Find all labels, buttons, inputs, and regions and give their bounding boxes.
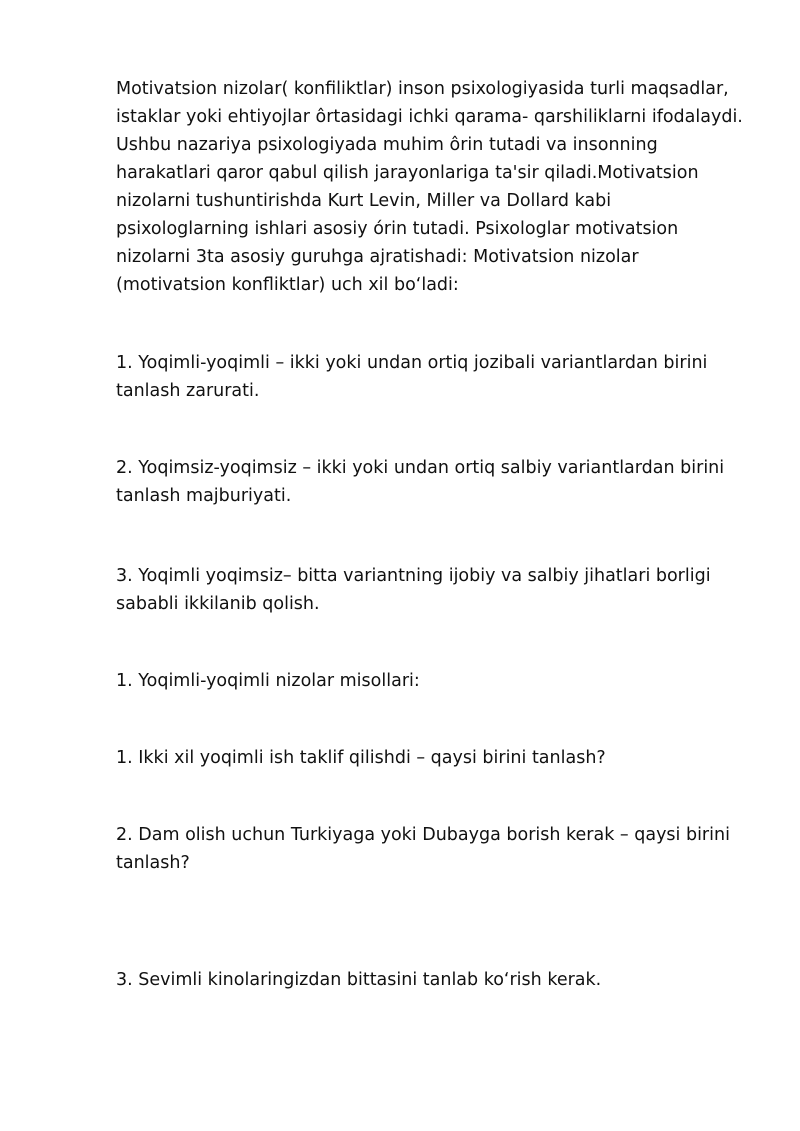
conflict-type-2 bbox=[116, 454, 756, 510]
text-line: (motivatsion konfliktlar) uch xil bo‘ladi: bbox=[116, 275, 459, 295]
text-line: 3. Yoqimli yoqimsiz– bitta variantning ijobiy va salbiy jihatlari borligi bbox=[116, 566, 711, 586]
text-line: tanlash majburiyati. bbox=[116, 486, 292, 506]
text-line: 1. Yoqimli-yoqimli – ikki yoki undan ortiq jozibali variantlardan birini bbox=[116, 353, 708, 373]
text-line: tanlash zarurati. bbox=[116, 381, 260, 401]
examples-heading bbox=[116, 667, 756, 695]
text-line: psixologlarning ishlari asosiy órin tutadi. Psixologlar motivatsion bbox=[116, 219, 679, 239]
text-line: 2. Yoqimsiz-yoqimsiz – ikki yoki undan ortiq salbiy variantlardan birini bbox=[116, 458, 725, 478]
conflict-type-3 bbox=[116, 562, 756, 618]
text-line: 2. Dam olish uchun Turkiyaga yoki Dubayga borish kerak – qaysi birini bbox=[116, 825, 730, 845]
text-line: harakatlari qaror qabul qilish jarayonlariga ta'sir qiladi.Motivatsion bbox=[116, 163, 699, 183]
text-line: 1. Yoqimli-yoqimli nizolar misollari: bbox=[116, 671, 420, 691]
text-line: sababli ikkilanib qolish. bbox=[116, 594, 320, 614]
example-2 bbox=[116, 821, 756, 877]
text-line: tanlash? bbox=[116, 853, 190, 873]
text-line: Motivatsion nizolar( konfiliktlar) inson psixologiyasida turli maqsadlar, bbox=[116, 79, 729, 99]
text-line: nizolarni tushuntirishda Kurt Levin, Miller va Dollard kabi bbox=[116, 191, 612, 211]
text-line: 1. Ikki xil yoqimli ish taklif qilishdi – qaysi birini tanlash? bbox=[116, 748, 606, 768]
text-line: istaklar yoki ehtiyojlar ôrtasidagi ichki qarama- qarshiliklarni ifodalaydi. bbox=[116, 107, 743, 127]
text-line: Ushbu nazariya psixologiyada muhim ôrin tutadi va insonning bbox=[116, 135, 658, 155]
example-1 bbox=[116, 744, 756, 772]
text-line: nizolarni 3ta asosiy guruhga ajratishadi: Motivatsion nizolar bbox=[116, 247, 639, 267]
text-line: 3. Sevimli kinolaringizdan bittasini tanlab ko‘rish kerak. bbox=[116, 970, 602, 990]
intro-paragraph bbox=[116, 75, 756, 299]
example-3 bbox=[116, 966, 756, 994]
conflict-type-1 bbox=[116, 349, 756, 405]
